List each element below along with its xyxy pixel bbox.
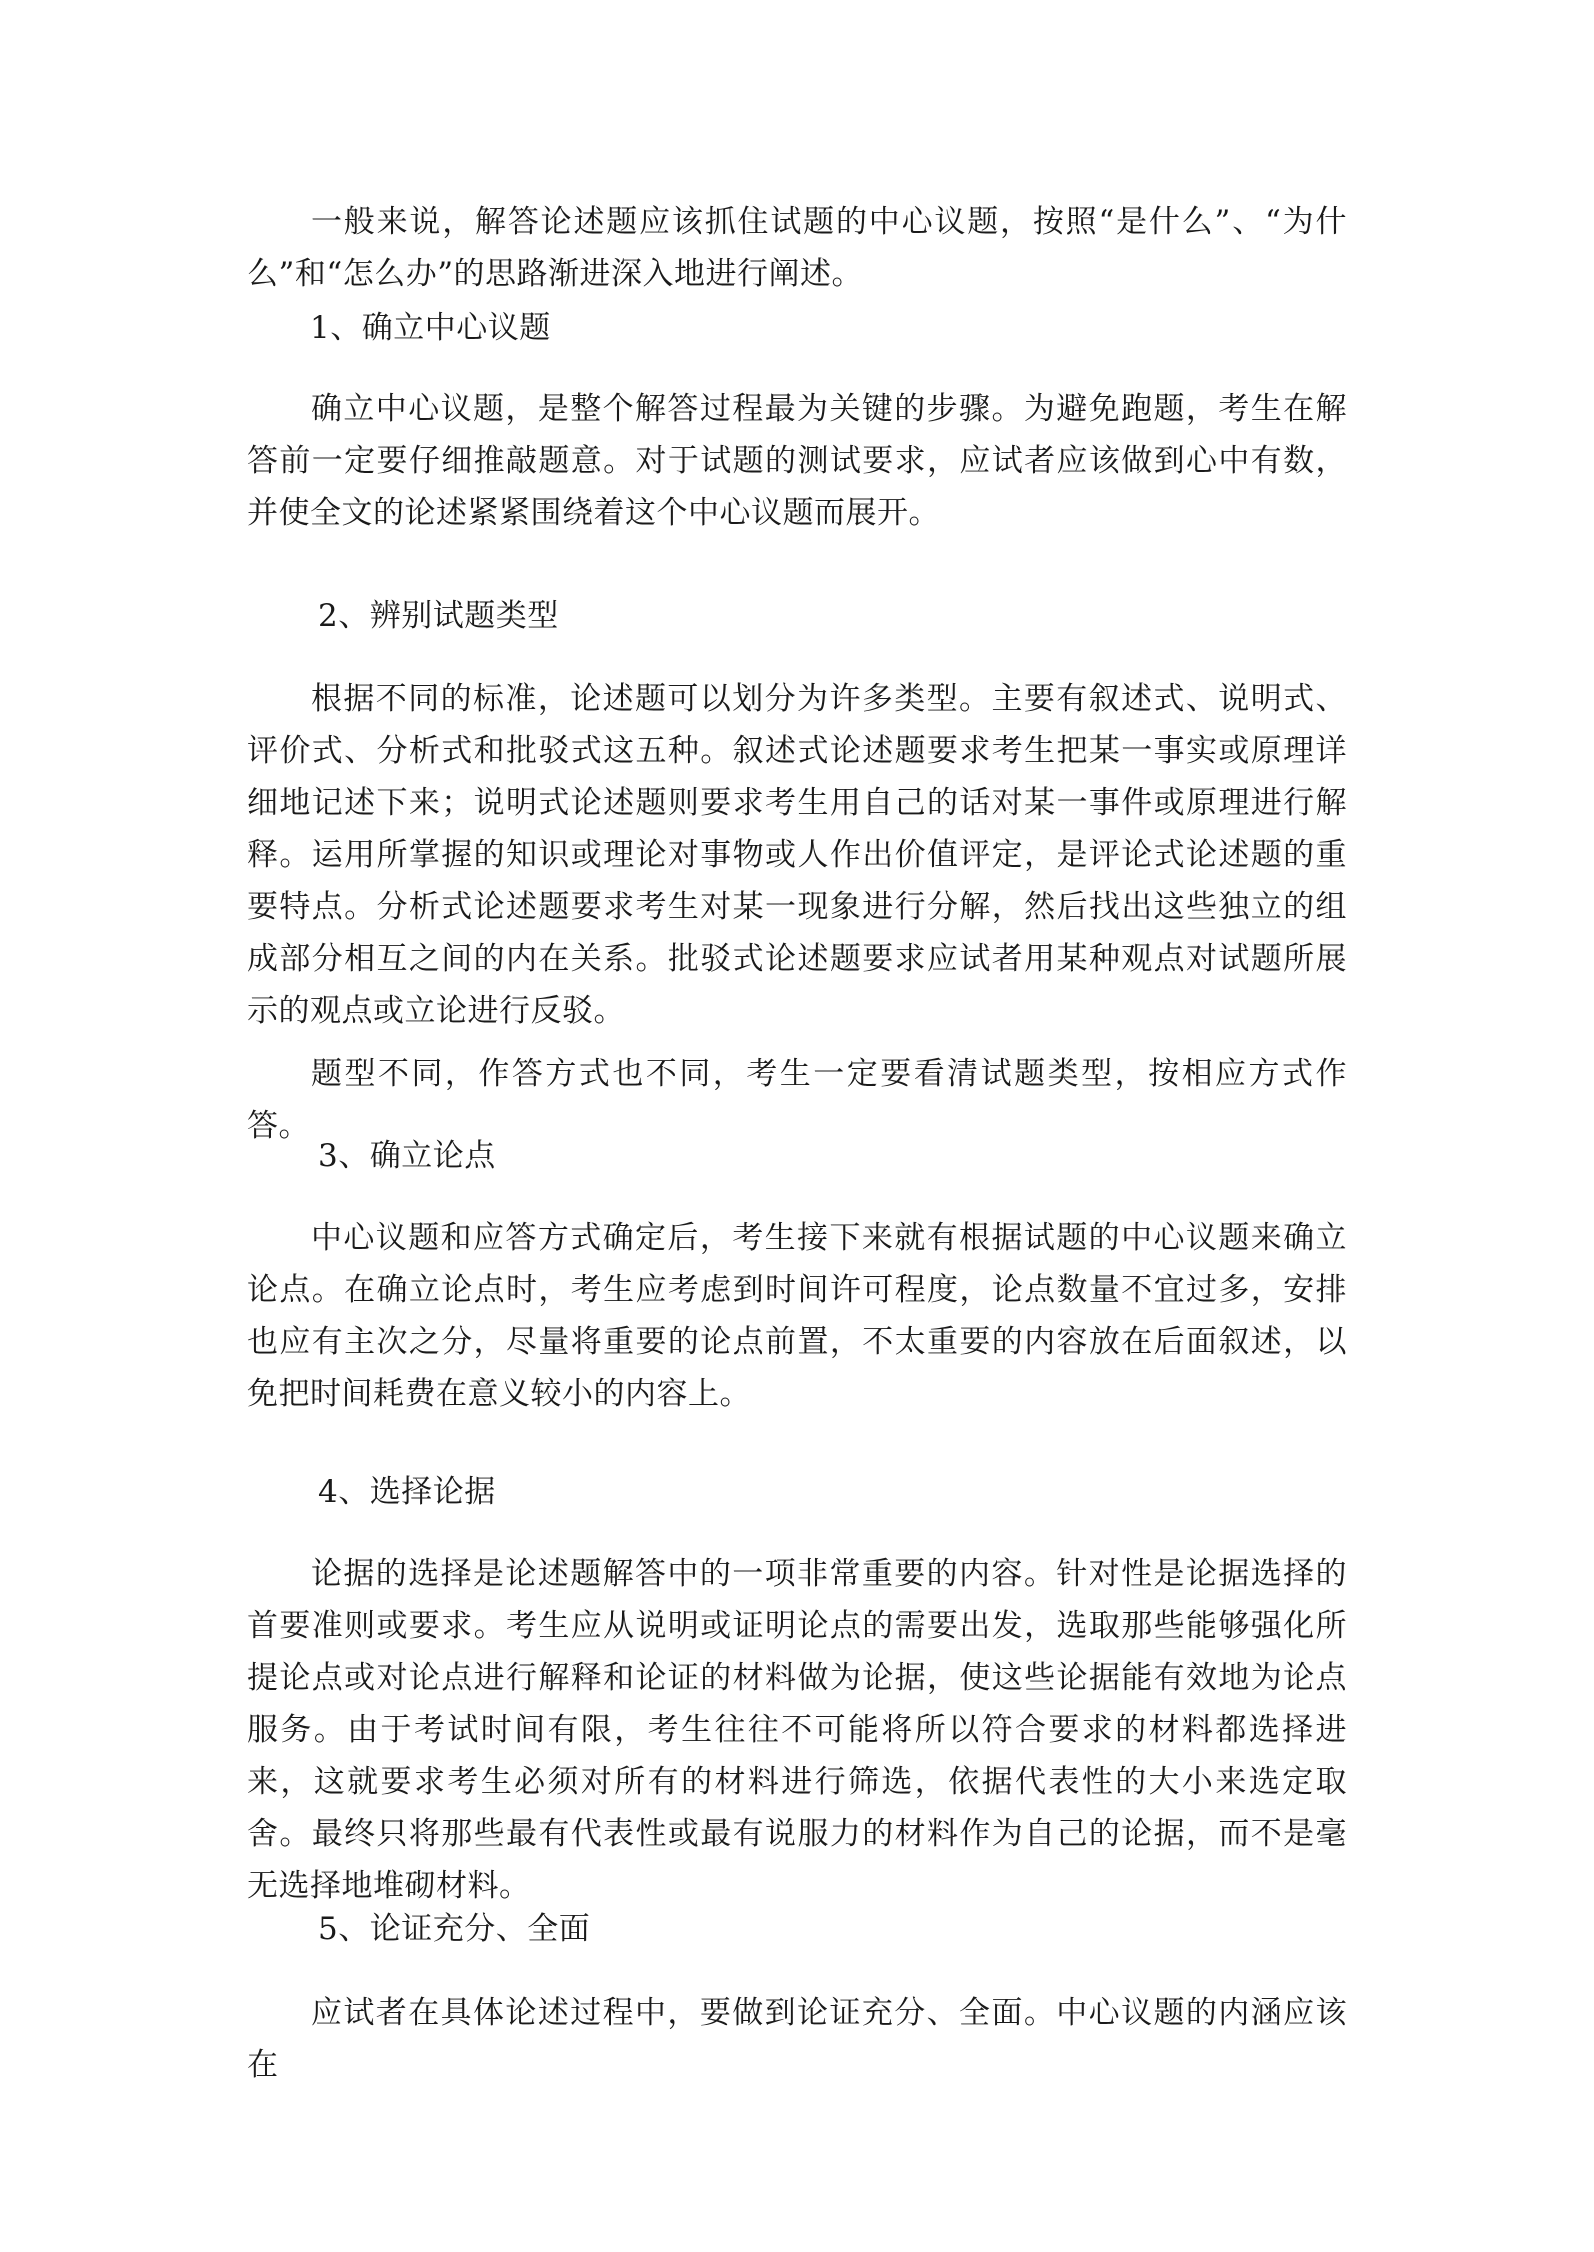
section-heading-4: 4、选择论据 <box>318 1474 496 1510</box>
section-1-paragraph: 确立中心议题，是整个解答过程最为关键的步骤。为避免跑题，考生在解答前一定要仔细推敲题意。对于试题的测试要求，应试者应该做到心中有数，并使全文的论述紧紧围绕着这个中心议题而展开。 <box>247 391 1347 531</box>
section-heading-2: 2、辨别试题类型 <box>318 598 559 634</box>
section-2-paragraph: 根据不同的标准，论述题可以划分为许多类型。主要有叙述式、说明式、评价式、分析式和批驳式这五种。叙述式论述题要求考生把某一事实或原理详细地记述下来；说明式论述题则要求考生用自己的话对某一事件或原理进行解释。运用所掌握的知识或理论对事物或人作出价值评定，是评论式论述题的重要特点。分析式论述题要求考生对某一现象进行分解，然后找出这些独立的组成部分相互之间的内在关系。批驳式论述题要求应试者用某种观点对试题所展示的观点或立论进行反驳。 <box>247 681 1347 1029</box>
intro-paragraph: 一般来说，解答论述题应该抓住试题的中心议题，按照“是什么”、“为什么”和“怎么办”的思路渐进深入地进行阐述。 <box>247 204 1347 292</box>
section-heading-5: 5、论证充分、全面 <box>318 1911 591 1947</box>
section-4-paragraph: 论据的选择是论述题解答中的一项非常重要的内容。针对性是论据选择的首要准则或要求。考生应从说明或证明论点的需要出发，选取那些能够强化所提论点或对论点进行解释和论证的材料做为论据，使这些论据能有效地为论点服务。由于考试时间有限，考生往往不可能将所以符合要求的材料都选择进来，这就要求考生必须对所有的材料进行筛选，依据代表性的大小来选定取舍。最终只将那些最有代表性或最有说服力的材料作为自己的论据，而不是毫无选择地堆砌材料。 <box>247 1556 1347 1904</box>
section-5-paragraph: 应试者在具体论述过程中，要做到论证充分、全面。中心议题的内涵应该在 <box>247 1995 1347 2083</box>
section-2-conclusion-paragraph: 题型不同，作答方式也不同，考生一定要看清试题类型，按相应方式作答。 <box>247 1056 1347 1144</box>
section-heading-1: 1、确立中心议题 <box>310 310 551 346</box>
section-3-paragraph: 中心议题和应答方式确定后，考生接下来就有根据试题的中心议题来确立论点。在确立论点时，考生应考虑到时间许可程度，论点数量不宜过多，安排也应有主次之分，尽量将重要的论点前置，不太重要的内容放在后面叙述，以免把时间耗费在意义较小的内容上。 <box>247 1220 1347 1412</box>
section-heading-3: 3、确立论点 <box>318 1138 496 1174</box>
